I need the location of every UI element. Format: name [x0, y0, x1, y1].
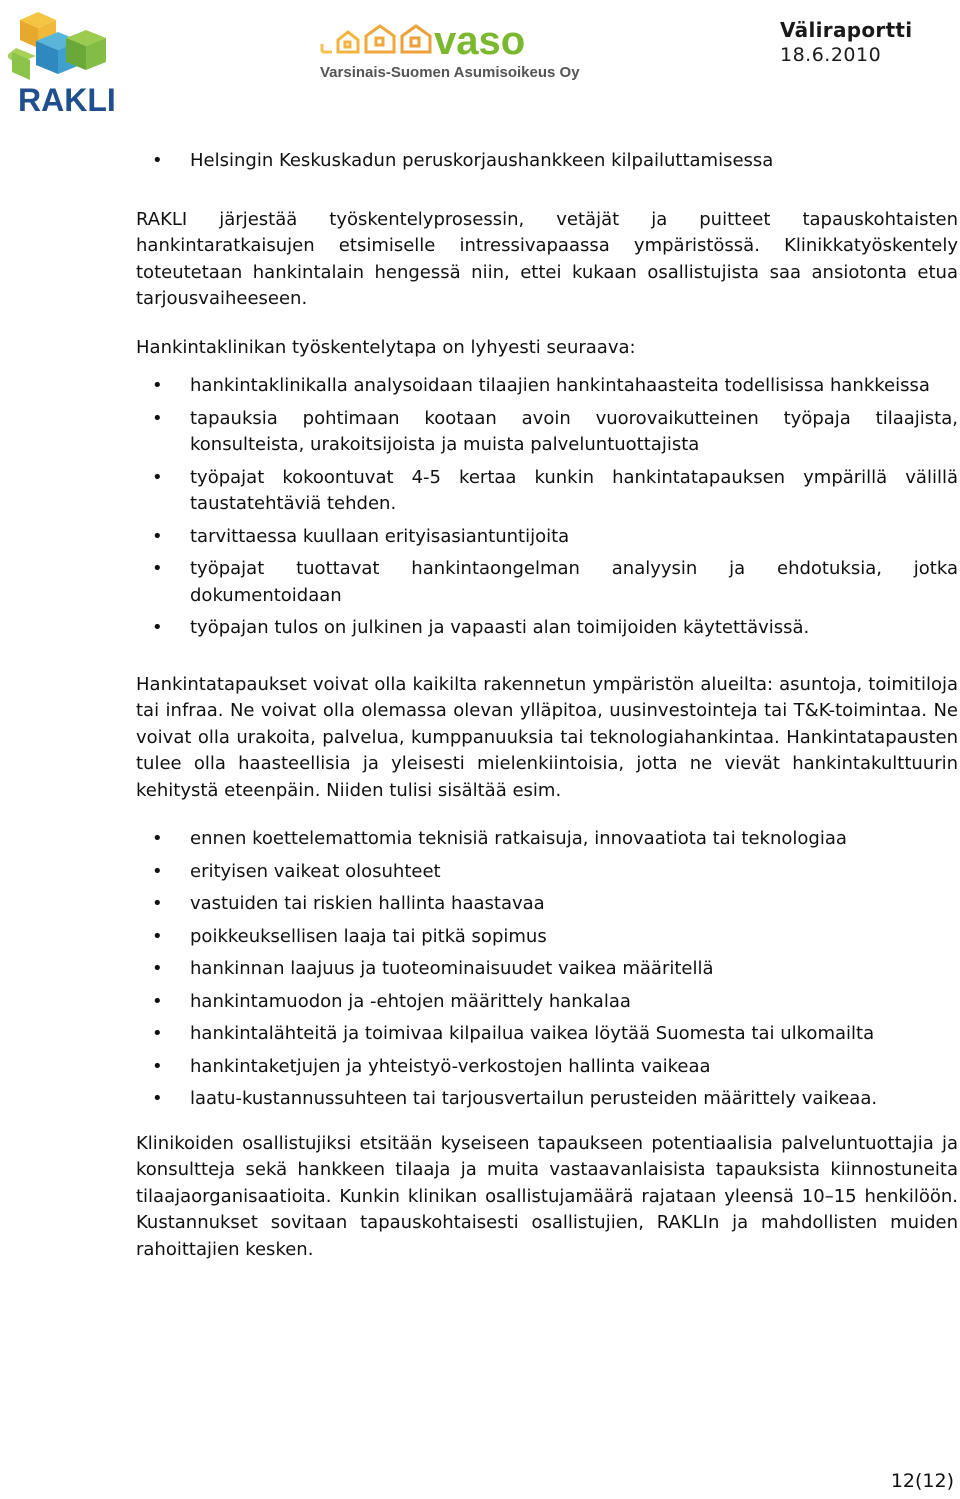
list-item: • ennen koettelemattomia teknisiä ratkaisuja, innovaatiota tai teknologiaa [136, 826, 958, 853]
paragraph: Klinikoiden osallistujiksi etsitään kyseiseen tapaukseen potentiaalisia palveluntuottajia ja konsultteja sekä hankkeen tilaaja ja muita vastaavanlaisista tapauksista kiinnostuneita tilaajaorganisaatioita. Kunkin klinikan osallistujamäärä rajataan yleensä 10–15 henkilöön. Kustannukset sovitaan tapauskohtaisesti osallistujien, RAKLIn ja mahdollisten muiden rahoittajien kesken. [136, 1132, 958, 1260]
document-body [136, 148, 958, 1263]
paragraph: Hankintatapaukset voivat olla kaikilta rakennetun ympäristön alueilta: asuntoja, toimitiloja tai infraa. Ne voivat olla olemassa olevan ylläpitoa, uusinvestointeja tai T&K-toimintaa. Ne voivat olla urakoita, palvelua, kumppanuuksia tai teknologiahankintaa. Hankintatapausten tulee olla haasteellisia ja yleisesti mielenkiintoisia, jotta ne vievät hankintakulttuurin kehitystä eteenpäin. Niiden tulisi sisältää esim. [136, 673, 958, 801]
bullet-list-intro [136, 148, 958, 175]
report-header [780, 18, 912, 66]
list-item: • hankintaketjujen ja yhteistyö-verkostojen hallinta vaikeaa [136, 1054, 958, 1081]
list-item: • työpajat kokoontuvat 4-5 kertaa kunkin hankintatapauksen ympärillä välillä taustatehtäviä tehden. [136, 465, 958, 518]
list-item: • tapauksia pohtimaan kootaan avoin vuorovaikutteinen työpaja tilaajista, konsulteista, urakoitsijoista ja muista palveluntuottajista [136, 406, 958, 459]
list-item: • hankinnan laajuus ja tuoteominaisuudet vaikea määritellä [136, 956, 958, 983]
vaso-logo-subtitle: Varsinais-Suomen Asumisoikeus Oy [320, 64, 580, 81]
bullet-list-criteria [136, 826, 958, 1113]
report-title: Väliraportti [780, 18, 913, 42]
list-item: • poikkeuksellisen laaja tai pitkä sopimus [136, 924, 958, 951]
page-number: 12(12) [890, 1470, 954, 1492]
list-item: • työpajan tulos on julkinen ja vapaasti alan toimijoiden käytettävissä. [136, 615, 958, 642]
list-item: • hankintalähteitä ja toimivaa kilpailua vaikea löytää Suomesta tai ulkomailta [136, 1021, 958, 1048]
list-item: • laatu-kustannussuhteen tai tarjousvertailun perusteiden määrittely vaikeaa. [136, 1086, 958, 1113]
list-item: • erityisen vaikeat olosuhteet [136, 859, 958, 886]
vaso-logo [318, 22, 590, 86]
paragraph: Hankintaklinikan työskentelytapa on lyhyesti seuraava: [136, 336, 636, 358]
list-item: • vastuiden tai riskien hallinta haastavaa [136, 891, 958, 918]
rakli-logo [8, 8, 126, 116]
list-item: • työpajat tuottavat hankintaongelman analyysin ja ehdotuksia, jotka dokumentoidaan [136, 556, 958, 609]
list-item: • hankintaklinikalla analysoidaan tilaajien hankintahaasteita todellisissa hankkeissa [136, 373, 958, 400]
bullet-list-workflow [136, 373, 958, 642]
list-item: • hankintamuodon ja -ehtojen määrittely hankalaa [136, 989, 958, 1016]
list-item: • tarvittaessa kuullaan erityisasiantuntijoita [136, 524, 958, 551]
vaso-logo-text: vaso [434, 22, 526, 63]
rakli-logo-text: RAKLI [18, 82, 116, 116]
list-item: • Helsingin Keskuskadun peruskorjaushankkeen kilpailuttamisessa [136, 148, 958, 175]
paragraph: RAKLI järjestää työskentelyprosessin, vetäjät ja puitteet tapauskohtaisten hankintaratkaisujen etsimiselle intressivapaassa ympäristössä. Klinikkatyöskentely toteutetaan hankintalain hengessä niin, ettei kukaan osallistujista saa ansiotonta etua tarjousvaiheeseen. [136, 208, 958, 309]
report-date: 18.6.2010 [780, 44, 882, 66]
